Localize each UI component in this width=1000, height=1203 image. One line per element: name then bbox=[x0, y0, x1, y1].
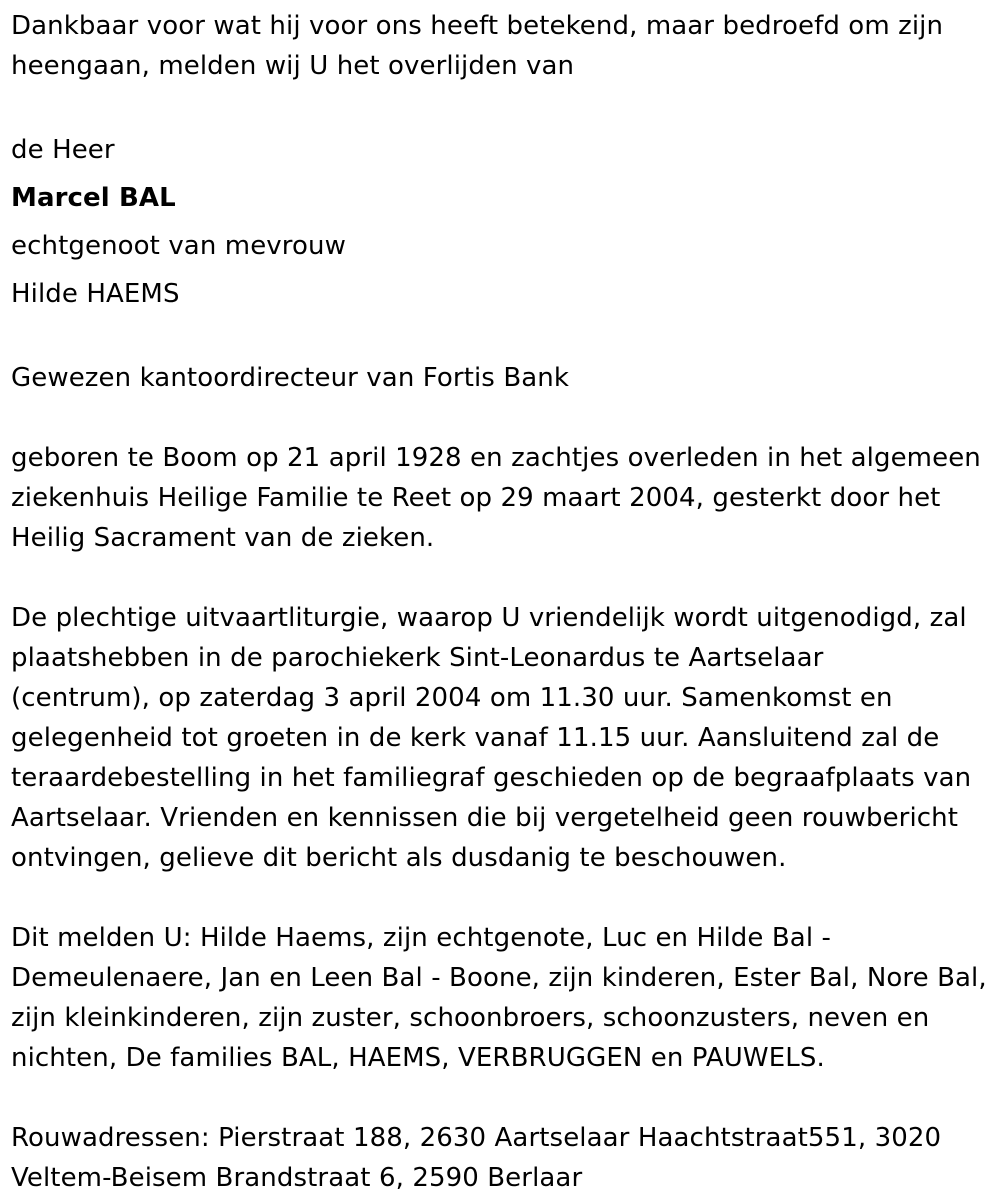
obituary-document bbox=[11, 6, 995, 1198]
funeral-line: teraardebestelling in het familiegraf geschieden op de begraafplaats van bbox=[11, 763, 972, 793]
funeral-line: ontvingen, gelieve dit bericht als dusdanig te beschouwen. bbox=[11, 843, 787, 873]
birth-death-line: ziekenhuis Heilige Familie te Reet op 29 maart 2004, gesterkt door het bbox=[11, 483, 941, 513]
address-line: Rouwadressen: Pierstraat 188, 2630 Aartselaar Haachtstraat551, 3020 bbox=[11, 1123, 942, 1153]
funeral-line: Aartselaar. Vrienden en kennissen die bij vergetelheid geen rouwbericht bbox=[11, 803, 959, 833]
address-line: Veltem-Beisem Brandstraat 6, 2590 Berlaar bbox=[11, 1163, 583, 1193]
birth-death-paragraph bbox=[11, 438, 995, 558]
funeral-paragraph bbox=[11, 598, 995, 878]
funeral-line: plaatshebben in de parochiekerk Sint-Leonardus te Aartselaar bbox=[11, 643, 824, 673]
intro-line: Dankbaar voor wat hij voor ons heeft betekend, maar bedroefd om zijn bbox=[11, 11, 944, 41]
announced-by-paragraph bbox=[11, 918, 995, 1078]
addresses-paragraph bbox=[11, 1118, 995, 1198]
spouse-name: Hilde HAEMS bbox=[11, 279, 180, 309]
intro-paragraph bbox=[11, 6, 995, 86]
funeral-line: De plechtige uitvaartliturgie, waarop U vriendelijk wordt uitgenodigd, zal bbox=[11, 603, 967, 633]
announced-by-line: Dit melden U: Hilde Haems, zijn echtgenote, Luc en Hilde Bal - bbox=[11, 923, 832, 953]
salutation: de Heer bbox=[11, 135, 115, 165]
announced-by-line: Demeulenaere, Jan en Leen Bal - Boone, zijn kinderen, Ester Bal, Nore Bal, bbox=[11, 963, 987, 993]
spouse-label: echtgenoot van mevrouw bbox=[11, 231, 346, 261]
occupation: Gewezen kantoordirecteur van Fortis Bank bbox=[11, 363, 570, 393]
intro-line: heengaan, melden wij U het overlijden van bbox=[11, 51, 575, 81]
birth-death-line: Heilig Sacrament van de zieken. bbox=[11, 523, 435, 553]
deceased-name: Marcel BAL bbox=[11, 183, 176, 213]
funeral-line: (centrum), op zaterdag 3 april 2004 om 11.30 uur. Samenkomst en bbox=[11, 683, 893, 713]
announced-by-line: nichten, De families BAL, HAEMS, VERBRUGGEN en PAUWELS. bbox=[11, 1043, 825, 1073]
announced-by-line: zijn kleinkinderen, zijn zuster, schoonbroers, schoonzusters, neven en bbox=[11, 1003, 930, 1033]
birth-death-line: geboren te Boom op 21 april 1928 en zachtjes overleden in het algemeen bbox=[11, 443, 981, 473]
funeral-line: gelegenheid tot groeten in de kerk vanaf 11.15 uur. Aansluitend zal de bbox=[11, 723, 940, 753]
